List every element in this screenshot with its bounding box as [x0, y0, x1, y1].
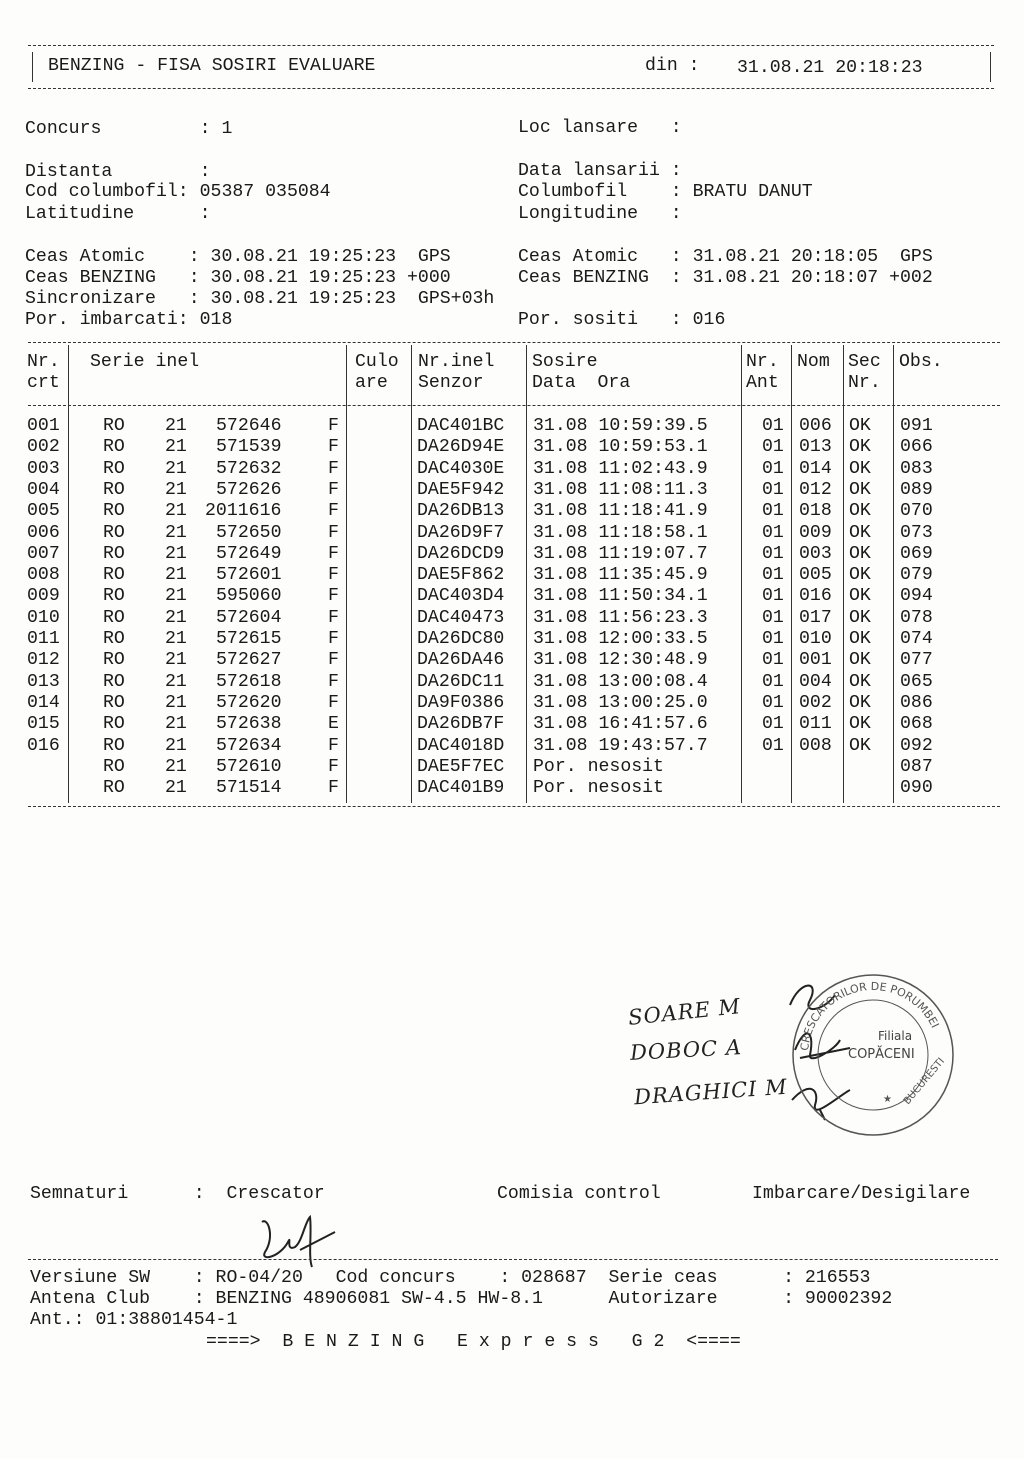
cell-senzor: DAE5F7EC — [417, 756, 505, 777]
cell-inel: 572601 — [216, 565, 282, 586]
cell-obs: 086 — [900, 692, 933, 713]
th-crt: crt — [27, 373, 60, 393]
cell-sosire: 31.08 13:00:08.4 — [533, 671, 708, 692]
cell-an: 21 — [165, 671, 187, 692]
col-sep-2 — [346, 345, 347, 803]
cell-an: 21 — [165, 692, 187, 713]
cell-ant: 01 — [762, 714, 784, 735]
antena-line: Antena Club : BENZING 48906081 SW-4.5 HW-8.1 Autorizare : 90002392 — [30, 1289, 893, 1309]
cell-sex: F — [328, 565, 339, 586]
col-sep-4 — [526, 345, 527, 803]
cell-sosire: 31.08 11:56:23.3 — [533, 607, 708, 628]
cell-sex: E — [328, 714, 339, 735]
cell-inel: 572610 — [216, 756, 282, 777]
cell-nom: 004 — [799, 671, 832, 692]
comisia-control-label: Comisia control — [497, 1184, 661, 1204]
cell-nom: 014 — [799, 458, 832, 479]
cell-sosire: 31.08 11:35:45.9 — [533, 565, 708, 586]
por-sositi-line: Por. sositi : 016 — [518, 310, 726, 330]
table-top-rule — [28, 342, 1000, 343]
cell-sex: F — [328, 650, 339, 671]
th-serie-inel: Serie inel — [90, 352, 200, 372]
cell-sec: OK — [849, 671, 871, 692]
cell-inel: 572646 — [216, 416, 282, 436]
loc-lansare-line: Loc lansare : — [518, 118, 682, 138]
cell-obs: 089 — [900, 479, 933, 500]
cell-sosire: 31.08 11:18:41.9 — [533, 501, 708, 522]
cell-senzor: DAE5F862 — [417, 565, 505, 586]
cell-nr: 011 — [27, 629, 60, 649]
cell-inel: 572632 — [216, 458, 282, 479]
cell-sec: OK — [849, 735, 871, 756]
cell-sosire: 31.08 11:08:11.3 — [533, 479, 708, 500]
cell-sosire: Por. nesosit — [533, 756, 664, 777]
cell-nr: 016 — [27, 735, 60, 756]
cell-sosire: Por. nesosit — [533, 778, 664, 799]
cell-obs: 069 — [900, 543, 933, 564]
cell-sosire: 31.08 16:41:57.6 — [533, 714, 708, 735]
cell-nr: 014 — [27, 692, 60, 713]
cell-sex: F — [328, 416, 339, 436]
cell-tara: RO — [103, 607, 125, 628]
cell-obs: 065 — [900, 671, 933, 692]
cell-sec: OK — [849, 714, 871, 735]
cell-an: 21 — [165, 416, 187, 436]
cell-tara: RO — [103, 501, 125, 522]
ceas-atomic-end: Ceas Atomic : 31.08.21 20:18:05 GPS — [518, 247, 933, 267]
cell-nr: 010 — [27, 607, 60, 628]
cell-sec: OK — [849, 629, 871, 649]
th-nrinel: Nr.inel — [418, 352, 495, 372]
report-date-label: din : — [645, 56, 700, 76]
cell-sosire: 31.08 10:59:39.5 — [533, 416, 708, 436]
col-sep-7 — [843, 345, 844, 803]
cell-tara: RO — [103, 650, 125, 671]
cell-sosire: 31.08 12:30:48.9 — [533, 650, 708, 671]
cell-ant: 01 — [762, 543, 784, 564]
th-culoare-1: Culo — [355, 352, 399, 372]
cell-inel: 572604 — [216, 607, 282, 628]
cell-an: 21 — [165, 650, 187, 671]
cell-tara: RO — [103, 735, 125, 756]
cell-sec: OK — [849, 416, 871, 436]
cell-ant: 01 — [762, 437, 784, 458]
columbofil-line: Columbofil : BRATU DANUT — [518, 182, 813, 202]
cell-sec: OK — [849, 501, 871, 522]
ceas-benzing-end: Ceas BENZING : 31.08.21 20:18:07 +002 — [518, 268, 933, 288]
cell-inel: 572620 — [216, 692, 282, 713]
cell-inel: 572638 — [216, 714, 282, 735]
cell-obs: 077 — [900, 650, 933, 671]
cell-ant: 01 — [762, 458, 784, 479]
cell-an: 21 — [165, 607, 187, 628]
cell-ant: 01 — [762, 522, 784, 543]
th-data-ora: Data Ora — [532, 373, 631, 393]
cell-sec: OK — [849, 437, 871, 458]
cell-sex: F — [328, 756, 339, 777]
th-nom: Nom — [797, 352, 830, 372]
cell-obs: 074 — [900, 629, 933, 649]
cell-obs: 092 — [900, 735, 933, 756]
cell-inel: 572634 — [216, 735, 282, 756]
cell-senzor: DA26DA46 — [417, 650, 505, 671]
cell-ant: 01 — [762, 735, 784, 756]
ant-line: Ant.: 01:38801454-1 — [30, 1310, 238, 1330]
cell-sex: F — [328, 735, 339, 756]
crescator-signature — [250, 1212, 350, 1272]
cell-nr: 001 — [27, 416, 60, 436]
th-sec-nr: Nr. — [848, 373, 881, 393]
cell-tara: RO — [103, 756, 125, 777]
cell-senzor: DA26DB7F — [417, 714, 505, 735]
versiune-line: Versiune SW : RO-04/20 Cod concurs : 028687 Serie ceas : 216553 — [30, 1268, 871, 1288]
longitudine-line: Longitudine : — [518, 204, 682, 224]
cell-an: 21 — [165, 501, 187, 522]
cell-nom: 005 — [799, 565, 832, 586]
col-sep-8 — [893, 345, 894, 803]
cell-sec: OK — [849, 522, 871, 543]
cell-ant: 01 — [762, 416, 784, 436]
cell-nom: 011 — [799, 714, 832, 735]
cell-sosire: 31.08 11:18:58.1 — [533, 522, 708, 543]
th-senzor: Senzor — [418, 373, 484, 393]
cell-sex: F — [328, 586, 339, 607]
cell-sosire: 31.08 11:50:34.1 — [533, 586, 708, 607]
cell-nr: 004 — [27, 479, 60, 500]
cell-sex: F — [328, 522, 339, 543]
cell-nom: 016 — [799, 586, 832, 607]
cell-an: 21 — [165, 522, 187, 543]
cell-tara: RO — [103, 565, 125, 586]
cell-senzor: DA9F0386 — [417, 692, 505, 713]
cell-senzor: DA26DB13 — [417, 501, 505, 522]
cell-sec: OK — [849, 479, 871, 500]
th-culoare-2: are — [355, 373, 388, 393]
col-sep-5 — [741, 345, 742, 803]
sincronizare-line: Sincronizare : 30.08.21 19:25:23 GPS+03h — [25, 289, 495, 309]
imbarcare-label: Imbarcare/Desigilare — [752, 1184, 971, 1204]
cell-obs: 066 — [900, 437, 933, 458]
cell-an: 21 — [165, 714, 187, 735]
cell-tara: RO — [103, 671, 125, 692]
cell-ant: 01 — [762, 586, 784, 607]
cell-sosire: 31.08 19:43:57.7 — [533, 735, 708, 756]
cell-ant: 01 — [762, 629, 784, 649]
cell-nom: 001 — [799, 650, 832, 671]
cell-obs: 090 — [900, 778, 933, 799]
cell-senzor: DA26DCD9 — [417, 543, 505, 564]
cell-obs: 073 — [900, 522, 933, 543]
club-stamp — [788, 970, 958, 1140]
cell-inel: 572627 — [216, 650, 282, 671]
cell-inel: 572618 — [216, 671, 282, 692]
cell-senzor: DA26D94E — [417, 437, 505, 458]
cell-nr: 006 — [27, 522, 60, 543]
table-header-rule — [28, 405, 1000, 406]
cell-an: 21 — [165, 458, 187, 479]
cell-nom: 003 — [799, 543, 832, 564]
cell-sex: F — [328, 479, 339, 500]
cell-senzor: DAC401B9 — [417, 778, 505, 799]
svg-text:★: ★ — [883, 1094, 892, 1105]
por-imbarcati-line: Por. imbarcati: 018 — [25, 310, 233, 330]
cell-nom: 012 — [799, 479, 832, 500]
stamp-filiala: Filiala — [878, 1029, 913, 1043]
cell-tara: RO — [103, 437, 125, 458]
cell-inel: 2011616 — [205, 501, 282, 522]
cell-obs: 078 — [900, 607, 933, 628]
cell-sosire: 31.08 13:00:25.0 — [533, 692, 708, 713]
cell-an: 21 — [165, 479, 187, 500]
cell-ant: 01 — [762, 565, 784, 586]
cell-sex: F — [328, 692, 339, 713]
cell-ant: 01 — [762, 650, 784, 671]
cell-sex: F — [328, 778, 339, 799]
cell-ant: 01 — [762, 501, 784, 522]
cell-nr: 008 — [27, 565, 60, 586]
col-sep-6 — [791, 345, 792, 803]
cell-obs: 091 — [900, 416, 933, 436]
cell-nom: 002 — [799, 692, 832, 713]
cell-sex: F — [328, 543, 339, 564]
th-ant: Ant — [746, 373, 779, 393]
cell-sex: F — [328, 458, 339, 479]
cell-an: 21 — [165, 629, 187, 649]
cell-nom: 010 — [799, 629, 832, 649]
cell-an: 21 — [165, 565, 187, 586]
cell-an: 21 — [165, 586, 187, 607]
table-bottom-rule — [28, 806, 1000, 807]
cell-sex: F — [328, 629, 339, 649]
cell-tara: RO — [103, 778, 125, 799]
cell-nr: 002 — [27, 437, 60, 458]
th-obs: Obs. — [899, 352, 943, 372]
handwritten-name-3: DRAGHICI M — [633, 1074, 789, 1110]
header-bottom-rule — [28, 88, 994, 89]
cell-sec: OK — [849, 692, 871, 713]
th-sosire: Sosire — [532, 352, 598, 372]
cell-nr: 015 — [27, 714, 60, 735]
report-date: 31.08.21 20:18:23 — [737, 58, 923, 78]
cell-senzor: DAE5F942 — [417, 479, 505, 500]
cell-obs: 083 — [900, 458, 933, 479]
th-nr: Nr. — [27, 352, 60, 372]
cell-nr: 013 — [27, 671, 60, 692]
cell-sex: F — [328, 437, 339, 458]
cell-senzor: DAC4030E — [417, 458, 505, 479]
cell-sex: F — [328, 607, 339, 628]
cell-ant: 01 — [762, 607, 784, 628]
cell-inel: 572615 — [216, 629, 282, 649]
cell-senzor: DAC40473 — [417, 607, 505, 628]
stamp-city: BUCURESTI — [901, 1056, 948, 1107]
footer-rule — [28, 1259, 998, 1260]
cell-nr: 009 — [27, 586, 60, 607]
cell-sec: OK — [849, 458, 871, 479]
stamp-arc-text: CRESCATORILOR DE PORUMBEI — [798, 979, 942, 1052]
cell-obs: 094 — [900, 586, 933, 607]
header-right-bar — [990, 52, 991, 82]
col-sep-1 — [68, 345, 69, 803]
cell-an: 21 — [165, 756, 187, 777]
cell-inel: 595060 — [216, 586, 282, 607]
cell-an: 21 — [165, 437, 187, 458]
th-sec: Sec — [848, 352, 881, 372]
cell-ant: 01 — [762, 692, 784, 713]
cell-senzor: DAC4018D — [417, 735, 505, 756]
cell-obs: 079 — [900, 565, 933, 586]
cell-inel: 572649 — [216, 543, 282, 564]
cell-nr: 012 — [27, 650, 60, 671]
ceas-atomic-start: Ceas Atomic : 30.08.21 19:25:23 GPS — [25, 247, 451, 267]
ceas-benzing-start: Ceas BENZING : 30.08.21 19:25:23 +000 — [25, 268, 451, 288]
distanta-line: Distanta : — [25, 162, 211, 182]
cell-sosire: 31.08 11:19:07.7 — [533, 543, 708, 564]
col-sep-3 — [411, 345, 412, 803]
cell-tara: RO — [103, 458, 125, 479]
cell-tara: RO — [103, 692, 125, 713]
cell-senzor: DA26DC11 — [417, 671, 505, 692]
handwritten-name-2: DOBOC A — [629, 1035, 743, 1065]
handwritten-name-1: SOARE M — [627, 994, 743, 1030]
cell-nr: 003 — [27, 458, 60, 479]
cell-sex: F — [328, 671, 339, 692]
cod-columbofil-line: Cod columbofil: 05387 035084 — [25, 182, 331, 202]
express-banner: ====> B E N Z I N G E x p r e s s G 2 <==== — [206, 1332, 741, 1352]
cell-sec: OK — [849, 607, 871, 628]
cell-inel: 572626 — [216, 479, 282, 500]
cell-tara: RO — [103, 543, 125, 564]
cell-senzor: DA26DC80 — [417, 629, 505, 649]
cell-sec: OK — [849, 565, 871, 586]
cell-an: 21 — [165, 543, 187, 564]
th-nr-ant: Nr. — [746, 352, 779, 372]
cell-tara: RO — [103, 629, 125, 649]
cell-obs: 087 — [900, 756, 933, 777]
cell-tara: RO — [103, 479, 125, 500]
cell-sosire: 31.08 11:02:43.9 — [533, 458, 708, 479]
cell-senzor: DAC401BC — [417, 416, 505, 436]
cell-senzor: DA26D9F7 — [417, 522, 505, 543]
stamp-place: COPĂCENI — [848, 1047, 915, 1062]
cell-inel: 571539 — [216, 437, 282, 458]
cell-sosire: 31.08 10:59:53.1 — [533, 437, 708, 458]
cell-sec: OK — [849, 586, 871, 607]
concurs-line: Concurs : 1 — [25, 119, 233, 139]
cell-nom: 008 — [799, 735, 832, 756]
cell-tara: RO — [103, 416, 125, 436]
cell-tara: RO — [103, 714, 125, 735]
cell-inel: 571514 — [216, 778, 282, 799]
cell-sec: OK — [849, 650, 871, 671]
data-lansarii-line: Data lansarii : — [518, 161, 682, 181]
cell-tara: RO — [103, 522, 125, 543]
cell-tara: RO — [103, 586, 125, 607]
cell-sex: F — [328, 501, 339, 522]
cell-nr: 007 — [27, 543, 60, 564]
cell-ant: 01 — [762, 479, 784, 500]
header-top-rule — [28, 45, 994, 46]
cell-nom: 009 — [799, 522, 832, 543]
report-title: BENZING - FISA SOSIRI EVALUARE — [48, 56, 376, 76]
cell-sec: OK — [849, 543, 871, 564]
semnaturi-line: Semnaturi : Crescator — [30, 1184, 325, 1204]
cell-sosire: 31.08 12:00:33.5 — [533, 629, 708, 649]
cell-an: 21 — [165, 735, 187, 756]
cell-obs: 068 — [900, 714, 933, 735]
cell-ant: 01 — [762, 671, 784, 692]
cell-nom: 018 — [799, 501, 832, 522]
cell-obs: 070 — [900, 501, 933, 522]
cell-nom: 017 — [799, 607, 832, 628]
latitudine-line: Latitudine : — [25, 204, 211, 224]
cell-inel: 572650 — [216, 522, 282, 543]
cell-an: 21 — [165, 778, 187, 799]
header-left-bar — [32, 52, 33, 82]
cell-senzor: DAC403D4 — [417, 586, 505, 607]
cell-nom: 006 — [799, 416, 832, 436]
cell-nr: 005 — [27, 501, 60, 522]
cell-nom: 013 — [799, 437, 832, 458]
